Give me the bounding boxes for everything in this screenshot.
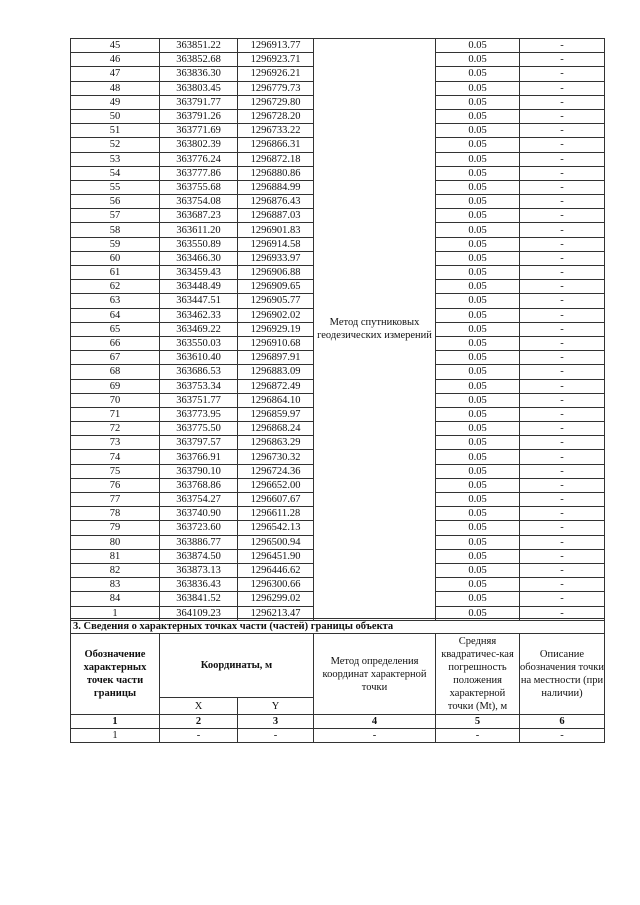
y-coordinate: 1296446.62 [238, 563, 314, 577]
point-number: 80 [71, 535, 160, 549]
description-value: - [520, 81, 605, 95]
accuracy-value: 0.05 [436, 436, 520, 450]
accuracy-value: 0.05 [436, 39, 520, 53]
description-value: - [520, 166, 605, 180]
point-number: 81 [71, 549, 160, 563]
point-number: 75 [71, 464, 160, 478]
y-coordinate: 1296883.09 [238, 365, 314, 379]
x-coordinate: 363776.24 [160, 152, 238, 166]
x-coordinate: 363803.45 [160, 81, 238, 95]
point-number: 55 [71, 180, 160, 194]
method-cell: Метод спутниковых геодезических измерений [314, 39, 436, 621]
accuracy-value: 0.05 [436, 507, 520, 521]
y-coordinate: 1296859.97 [238, 407, 314, 421]
x-coordinate: 363768.86 [160, 478, 238, 492]
point-number: 71 [71, 407, 160, 421]
description-value: - [520, 436, 605, 450]
point-number: 59 [71, 237, 160, 251]
x-coordinate: 363851.22 [160, 39, 238, 53]
description-value: - [520, 237, 605, 251]
accuracy-value: 0.05 [436, 592, 520, 606]
description-value: - [520, 464, 605, 478]
accuracy-value: 0.05 [436, 109, 520, 123]
y-coordinate: 1296866.31 [238, 138, 314, 152]
description-value: - [520, 336, 605, 350]
description-value: - [520, 251, 605, 265]
y-coordinate: 1296923.71 [238, 53, 314, 67]
x-coordinate: 363874.50 [160, 549, 238, 563]
accuracy-value: 0.05 [436, 294, 520, 308]
y-value: - [238, 729, 314, 743]
accuracy-value: 0.05 [436, 322, 520, 336]
point-number: 61 [71, 266, 160, 280]
y-coordinate: 1296902.02 [238, 308, 314, 322]
x-coordinate: 363777.86 [160, 166, 238, 180]
y-coordinate: 1296300.66 [238, 578, 314, 592]
description-value: - [520, 124, 605, 138]
y-coordinate: 1296779.73 [238, 81, 314, 95]
point-number: 82 [71, 563, 160, 577]
point-number: 46 [71, 53, 160, 67]
x-coordinate: 363791.26 [160, 109, 238, 123]
description-value: - [520, 422, 605, 436]
point-designation: 1 [71, 729, 160, 743]
point-number: 48 [71, 81, 160, 95]
y-coordinate: 1296864.10 [238, 393, 314, 407]
accuracy-value: 0.05 [436, 152, 520, 166]
description-value: - [520, 223, 605, 237]
description-value: - [520, 365, 605, 379]
point-number: 1 [71, 606, 160, 620]
accuracy-value: 0.05 [436, 407, 520, 421]
x-coordinate: 363791.77 [160, 95, 238, 109]
accuracy-value: 0.05 [436, 578, 520, 592]
accuracy-header: Средняя квадратичес-кая погрешность положения характерной точки (Mt), м [436, 634, 520, 715]
description-value: - [520, 95, 605, 109]
x-coordinate: 363610.40 [160, 351, 238, 365]
y-coordinate: 1296880.86 [238, 166, 314, 180]
accuracy-value: 0.05 [436, 478, 520, 492]
y-coordinate: 1296500.94 [238, 535, 314, 549]
x-coordinate: 363686.53 [160, 365, 238, 379]
y-coordinate: 1296884.99 [238, 180, 314, 194]
accuracy-value: 0.05 [436, 549, 520, 563]
description-value: - [520, 322, 605, 336]
accuracy-value: 0.05 [436, 237, 520, 251]
x-coordinate: 363802.39 [160, 138, 238, 152]
accuracy-value: 0.05 [436, 393, 520, 407]
description-value: - [520, 592, 605, 606]
x-coordinate: 363873.13 [160, 563, 238, 577]
y-coordinate: 1296913.77 [238, 39, 314, 53]
x-coordinate: 363753.34 [160, 379, 238, 393]
y-coordinate: 1296730.32 [238, 450, 314, 464]
accuracy-value: 0.05 [436, 606, 520, 620]
column-number: 2 [160, 715, 238, 729]
boundary-points-table [70, 38, 605, 621]
point-number: 67 [71, 351, 160, 365]
point-number: 74 [71, 450, 160, 464]
y-coordinate: 1296905.77 [238, 294, 314, 308]
point-number: 70 [71, 393, 160, 407]
description-value: - [520, 535, 605, 549]
description-value: - [520, 294, 605, 308]
point-number: 62 [71, 280, 160, 294]
x-coordinate: 363836.30 [160, 67, 238, 81]
point-number: 84 [71, 592, 160, 606]
y-coordinate: 1296876.43 [238, 195, 314, 209]
point-number: 66 [71, 336, 160, 350]
x-coordinate: 363550.89 [160, 237, 238, 251]
description-value: - [520, 209, 605, 223]
point-number: 76 [71, 478, 160, 492]
description-value: - [520, 563, 605, 577]
x-coordinate: 363852.68 [160, 53, 238, 67]
accuracy-value: - [436, 729, 520, 743]
x-coordinate: 363550.03 [160, 336, 238, 350]
point-number: 72 [71, 422, 160, 436]
method-value: - [314, 729, 436, 743]
column-number: 4 [314, 715, 436, 729]
x-header: X [160, 698, 238, 715]
accuracy-value: 0.05 [436, 67, 520, 81]
x-coordinate: 363462.33 [160, 308, 238, 322]
accuracy-value: 0.05 [436, 124, 520, 138]
x-coordinate: 363448.49 [160, 280, 238, 294]
x-coordinate: 363466.30 [160, 251, 238, 265]
y-coordinate: 1296933.97 [238, 251, 314, 265]
table-row [71, 39, 605, 53]
description-value: - [520, 351, 605, 365]
description-value: - [520, 393, 605, 407]
coords-header: Координаты, м [160, 634, 314, 698]
column-number: 3 [238, 715, 314, 729]
y-coordinate: 1296909.65 [238, 280, 314, 294]
point-number: 45 [71, 39, 160, 53]
y-coordinate: 1296213.47 [238, 606, 314, 620]
point-number: 69 [71, 379, 160, 393]
accuracy-value: 0.05 [436, 266, 520, 280]
description-value: - [520, 152, 605, 166]
accuracy-value: 0.05 [436, 280, 520, 294]
point-number: 79 [71, 521, 160, 535]
y-coordinate: 1296733.22 [238, 124, 314, 138]
x-coordinate: 363469.22 [160, 322, 238, 336]
x-coordinate: 363754.27 [160, 493, 238, 507]
y-coordinate: 1296729.80 [238, 95, 314, 109]
x-coordinate: 363740.90 [160, 507, 238, 521]
accuracy-value: 0.05 [436, 251, 520, 265]
x-coordinate: 363723.60 [160, 521, 238, 535]
y-coordinate: 1296926.21 [238, 67, 314, 81]
accuracy-value: 0.05 [436, 308, 520, 322]
description-value: - [520, 450, 605, 464]
method-header: Метод определения координат характерной точки [314, 634, 436, 715]
accuracy-value: 0.05 [436, 180, 520, 194]
description-value: - [520, 521, 605, 535]
section3-table [70, 618, 605, 743]
description-value: - [520, 507, 605, 521]
description-value: - [520, 266, 605, 280]
x-coordinate: 364109.23 [160, 606, 238, 620]
description-value: - [520, 39, 605, 53]
accuracy-value: 0.05 [436, 81, 520, 95]
y-coordinate: 1296728.20 [238, 109, 314, 123]
accuracy-value: 0.05 [436, 450, 520, 464]
y-coordinate: 1296652.00 [238, 478, 314, 492]
description-value: - [520, 195, 605, 209]
x-coordinate: 363459.43 [160, 266, 238, 280]
description-value: - [520, 578, 605, 592]
accuracy-value: 0.05 [436, 53, 520, 67]
description-value: - [520, 729, 605, 743]
accuracy-value: 0.05 [436, 195, 520, 209]
point-number: 77 [71, 493, 160, 507]
y-coordinate: 1296901.83 [238, 223, 314, 237]
x-coordinate: 363611.20 [160, 223, 238, 237]
y-coordinate: 1296299.02 [238, 592, 314, 606]
description-value: - [520, 308, 605, 322]
x-coordinate: 363797.57 [160, 436, 238, 450]
x-value: - [160, 729, 238, 743]
x-coordinate: 363755.68 [160, 180, 238, 194]
point-number: 83 [71, 578, 160, 592]
accuracy-value: 0.05 [436, 563, 520, 577]
accuracy-value: 0.05 [436, 464, 520, 478]
y-coordinate: 1296872.49 [238, 379, 314, 393]
x-coordinate: 363775.50 [160, 422, 238, 436]
x-coordinate: 363771.69 [160, 124, 238, 138]
x-coordinate: 363766.91 [160, 450, 238, 464]
x-coordinate: 363836.43 [160, 578, 238, 592]
x-coordinate: 363841.52 [160, 592, 238, 606]
y-coordinate: 1296868.24 [238, 422, 314, 436]
y-coordinate: 1296607.67 [238, 493, 314, 507]
point-number: 47 [71, 67, 160, 81]
point-number: 54 [71, 166, 160, 180]
point-number: 68 [71, 365, 160, 379]
accuracy-value: 0.05 [436, 535, 520, 549]
y-header: Y [238, 698, 314, 715]
accuracy-value: 0.05 [436, 209, 520, 223]
x-coordinate: 363886.77 [160, 535, 238, 549]
description-value: - [520, 478, 605, 492]
y-coordinate: 1296611.28 [238, 507, 314, 521]
description-value: - [520, 180, 605, 194]
point-number: 51 [71, 124, 160, 138]
x-coordinate: 363751.77 [160, 393, 238, 407]
x-coordinate: 363754.08 [160, 195, 238, 209]
accuracy-value: 0.05 [436, 336, 520, 350]
point-number: 57 [71, 209, 160, 223]
accuracy-value: 0.05 [436, 223, 520, 237]
designation-header: Обозначение характерных точек части границы [71, 634, 160, 715]
x-coordinate: 363790.10 [160, 464, 238, 478]
accuracy-value: 0.05 [436, 493, 520, 507]
accuracy-value: 0.05 [436, 166, 520, 180]
point-number: 52 [71, 138, 160, 152]
table-row [71, 729, 605, 743]
description-value: - [520, 493, 605, 507]
description-value: - [520, 109, 605, 123]
point-number: 78 [71, 507, 160, 521]
description-value: - [520, 53, 605, 67]
y-coordinate: 1296724.36 [238, 464, 314, 478]
column-number: 5 [436, 715, 520, 729]
point-number: 58 [71, 223, 160, 237]
y-coordinate: 1296929.19 [238, 322, 314, 336]
accuracy-value: 0.05 [436, 95, 520, 109]
point-number: 53 [71, 152, 160, 166]
point-number: 63 [71, 294, 160, 308]
accuracy-value: 0.05 [436, 138, 520, 152]
accuracy-value: 0.05 [436, 422, 520, 436]
y-coordinate: 1296872.18 [238, 152, 314, 166]
description-header: Описание обозначения точки на местности (при наличии) [520, 634, 605, 715]
y-coordinate: 1296897.91 [238, 351, 314, 365]
point-number: 60 [71, 251, 160, 265]
y-coordinate: 1296863.29 [238, 436, 314, 450]
point-number: 56 [71, 195, 160, 209]
description-value: - [520, 280, 605, 294]
accuracy-value: 0.05 [436, 521, 520, 535]
description-value: - [520, 407, 605, 421]
x-coordinate: 363773.95 [160, 407, 238, 421]
description-value: - [520, 606, 605, 620]
point-number: 64 [71, 308, 160, 322]
y-coordinate: 1296542.13 [238, 521, 314, 535]
y-coordinate: 1296887.03 [238, 209, 314, 223]
y-coordinate: 1296914.58 [238, 237, 314, 251]
x-coordinate: 363447.51 [160, 294, 238, 308]
section-title: 3. Сведения о характерных точках части (частей) границы объекта [71, 619, 605, 634]
point-number: 49 [71, 95, 160, 109]
y-coordinate: 1296906.88 [238, 266, 314, 280]
description-value: - [520, 379, 605, 393]
column-number: 1 [71, 715, 160, 729]
accuracy-value: 0.05 [436, 365, 520, 379]
y-coordinate: 1296451.90 [238, 549, 314, 563]
description-value: - [520, 138, 605, 152]
accuracy-value: 0.05 [436, 379, 520, 393]
accuracy-value: 0.05 [436, 351, 520, 365]
y-coordinate: 1296910.68 [238, 336, 314, 350]
description-value: - [520, 67, 605, 81]
column-number: 6 [520, 715, 605, 729]
point-number: 73 [71, 436, 160, 450]
description-value: - [520, 549, 605, 563]
point-number: 65 [71, 322, 160, 336]
x-coordinate: 363687.23 [160, 209, 238, 223]
point-number: 50 [71, 109, 160, 123]
